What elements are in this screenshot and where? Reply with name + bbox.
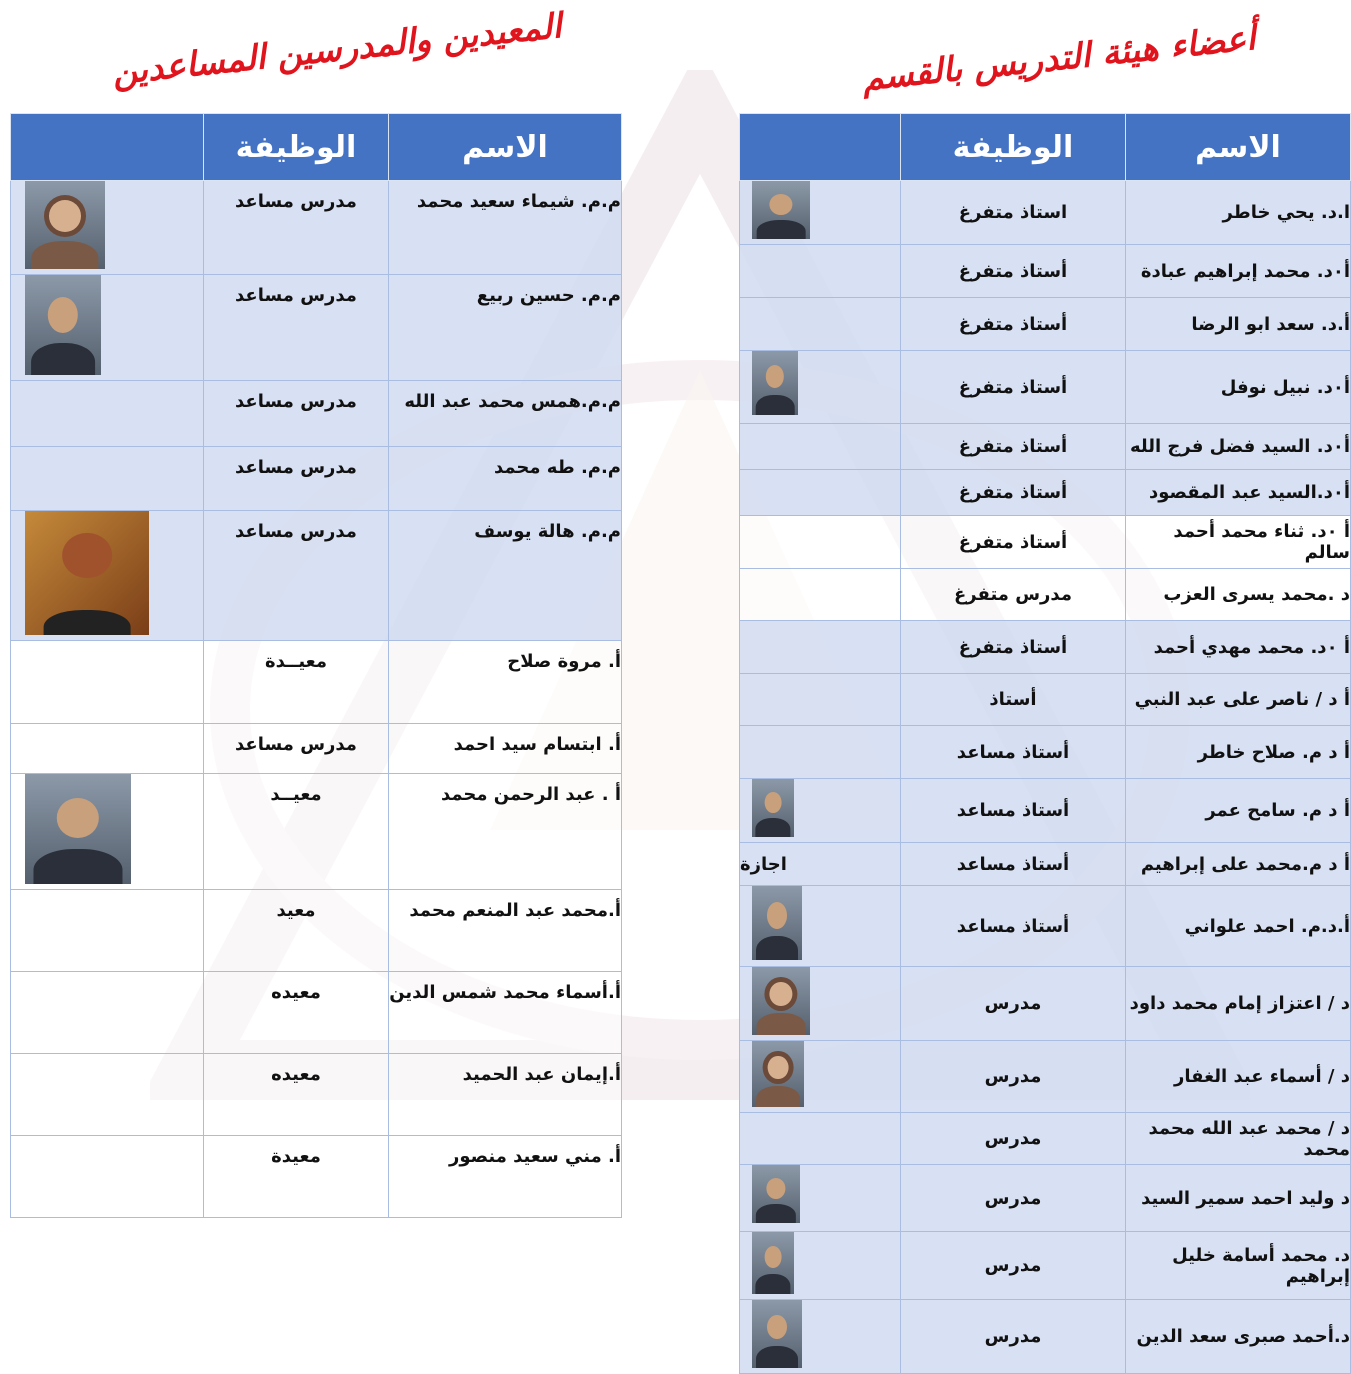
portrait-photo <box>752 1232 794 1294</box>
table-row <box>740 470 1351 516</box>
table-row <box>11 381 622 447</box>
table-row <box>11 181 622 275</box>
staff-photo-cell <box>740 886 901 967</box>
staff-job-title: مدرس <box>901 1232 1126 1300</box>
portrait-photo-female <box>752 1041 804 1107</box>
staff-name: أ. مروة صلاح <box>389 641 622 724</box>
staff-job-title: أستاذ متفرغ <box>901 351 1126 424</box>
table-row <box>11 724 622 774</box>
staff-name: م.م.همس محمد عبد الله <box>389 381 622 447</box>
staff-name: أ ٠د. ثناء محمد أحمد سالم <box>1126 516 1351 569</box>
table-row <box>11 774 622 890</box>
staff-job-title: أستاذ مساعد <box>901 843 1126 886</box>
staff-job-title: أستاذ متفرغ <box>901 298 1126 351</box>
staff-name: أ د / ناصر على عبد النبي <box>1126 674 1351 726</box>
staff-photo-cell <box>740 470 901 516</box>
staff-job-title: معيد <box>204 890 389 972</box>
staff-photo-cell <box>11 641 204 724</box>
staff-job-title: مدرس <box>901 1165 1126 1232</box>
job-column-header: الوظيفة <box>204 114 389 181</box>
staff-job-title: مدرس مساعد <box>204 724 389 774</box>
job-column-header: الوظيفة <box>901 114 1126 181</box>
table-row <box>740 351 1351 424</box>
staff-job-title: مدرس مساعد <box>204 511 389 641</box>
staff-name: أ . عبد الرحمن محمد <box>389 774 622 890</box>
staff-job-title: مدرس <box>901 1113 1126 1165</box>
staff-job-title: أستاذ <box>901 674 1126 726</box>
table-row <box>740 181 1351 245</box>
staff-photo-cell <box>11 381 204 447</box>
staff-job-title: أستاذ متفرغ <box>901 424 1126 470</box>
staff-photo-cell <box>11 181 204 275</box>
staff-name: م.م. شيماء سعيد محمد <box>389 181 622 275</box>
staff-name: أ د م. صلاح خاطر <box>1126 726 1351 779</box>
staff-photo-cell <box>740 674 901 726</box>
table-row <box>740 726 1351 779</box>
staff-photo-cell <box>11 774 204 890</box>
staff-photo-cell <box>11 511 204 641</box>
staff-job-title: مدرس <box>901 1300 1126 1374</box>
staff-photo-cell <box>740 298 901 351</box>
assistants-heading: المعيدين والمدرسين المساعدين <box>110 6 564 94</box>
table-row <box>11 1136 622 1218</box>
staff-job-title: استاذ متفرغ <box>901 181 1126 245</box>
table-row <box>11 275 622 381</box>
portrait-photo <box>752 351 798 415</box>
staff-job-title: معيدة <box>204 1136 389 1218</box>
staff-name: أ.أسماء محمد شمس الدين <box>389 972 622 1054</box>
assistants-table <box>10 113 622 1218</box>
portrait-photo <box>752 886 802 960</box>
table-row <box>740 886 1351 967</box>
table-row <box>11 511 622 641</box>
staff-photo-cell <box>740 351 901 424</box>
table-row <box>740 1232 1351 1300</box>
table-row <box>740 1165 1351 1232</box>
table-row <box>740 1113 1351 1165</box>
photo-column-header <box>11 114 204 181</box>
table-row <box>11 890 622 972</box>
staff-name: م.م. حسين ربيع <box>389 275 622 381</box>
table-row <box>740 674 1351 726</box>
staff-photo-cell <box>740 779 901 843</box>
table-row <box>740 424 1351 470</box>
staff-name: أ ٠د. محمد مهدي أحمد <box>1126 621 1351 674</box>
staff-photo-cell <box>740 245 901 298</box>
staff-photo-cell <box>11 972 204 1054</box>
faculty-heading: أعضاء هيئة التدريس بالقسم <box>860 18 1258 100</box>
staff-name: أ. مني سعيد منصور <box>389 1136 622 1218</box>
staff-photo-cell <box>740 1232 901 1300</box>
staff-photo-cell <box>11 275 204 381</box>
staff-job-title: مدرس مساعد <box>204 447 389 511</box>
faculty-table <box>739 113 1351 1374</box>
table-row <box>740 569 1351 621</box>
name-column-header: الاسم <box>1126 114 1351 181</box>
staff-job-title: معيده <box>204 1054 389 1136</box>
scene-photo <box>25 511 149 635</box>
staff-name: أ.محمد عبد المنعم محمد <box>389 890 622 972</box>
staff-photo-cell <box>740 424 901 470</box>
staff-photo-cell <box>740 1113 901 1165</box>
staff-name: أ.د. سعد ابو الرضا <box>1126 298 1351 351</box>
staff-photo-cell <box>740 1165 901 1232</box>
staff-job-title: معيده <box>204 972 389 1054</box>
staff-job-title: مدرس مساعد <box>204 381 389 447</box>
staff-name: أ٠د. السيد فضل فرج الله <box>1126 424 1351 470</box>
staff-job-title: أستاذ متفرغ <box>901 470 1126 516</box>
portrait-photo <box>25 275 101 375</box>
staff-name: أ د م.محمد على إبراهيم <box>1126 843 1351 886</box>
staff-photo-cell <box>740 967 901 1041</box>
portrait-photo-female <box>25 181 105 269</box>
staff-name: أ.إيمان عبد الحميد <box>389 1054 622 1136</box>
table-row <box>740 1300 1351 1374</box>
staff-job-title: مدرس مساعد <box>204 181 389 275</box>
staff-job-title: أستاذ مساعد <box>901 726 1126 779</box>
staff-job-title: أستاذ مساعد <box>901 886 1126 967</box>
staff-job-title: معيــدة <box>204 641 389 724</box>
staff-name: م.م. هالة يوسف <box>389 511 622 641</box>
table-row <box>740 1041 1351 1113</box>
table-row <box>740 967 1351 1041</box>
table-row <box>11 1054 622 1136</box>
staff-name: د / أسماء عبد الغفار <box>1126 1041 1351 1113</box>
staff-job-title: أستاذ متفرغ <box>901 245 1126 298</box>
staff-photo-cell <box>740 181 901 245</box>
assistants-header-row <box>11 114 622 181</box>
table-row <box>740 843 1351 886</box>
staff-job-title: أستاذ متفرغ <box>901 621 1126 674</box>
staff-photo-cell <box>11 1136 204 1218</box>
portrait-photo <box>752 181 810 239</box>
staff-photo-cell <box>740 1041 901 1113</box>
staff-name: أ٠د. محمد إبراهيم عبادة <box>1126 245 1351 298</box>
faculty-header-row <box>740 114 1351 181</box>
table-row <box>740 298 1351 351</box>
staff-photo-cell <box>740 621 901 674</box>
table-row <box>740 779 1351 843</box>
staff-photo-cell <box>740 726 901 779</box>
table-row <box>11 447 622 511</box>
staff-name: د.أحمد صبرى سعد الدين <box>1126 1300 1351 1374</box>
staff-name: م.م. طه محمد <box>389 447 622 511</box>
portrait-photo-female <box>752 967 810 1035</box>
staff-job-title: معيــد <box>204 774 389 890</box>
portrait-photo <box>752 1165 800 1223</box>
staff-job-title: مدرس <box>901 1041 1126 1113</box>
staff-note: اجازة <box>740 843 901 886</box>
staff-name: أ٠د. نبيل نوفل <box>1126 351 1351 424</box>
staff-photo-cell <box>11 890 204 972</box>
name-column-header: الاسم <box>389 114 622 181</box>
staff-name: ا.د. يحي خاطر <box>1126 181 1351 245</box>
portrait-photo <box>25 774 131 884</box>
table-row <box>740 621 1351 674</box>
staff-name: أ د م. سامح عمر <box>1126 779 1351 843</box>
staff-name: د وليد احمد سمير السيد <box>1126 1165 1351 1232</box>
staff-name: أ. ابتسام سيد احمد <box>389 724 622 774</box>
staff-name: د / اعتزاز إمام محمد داود <box>1126 967 1351 1041</box>
table-row <box>740 516 1351 569</box>
staff-job-title: أستاذ مساعد <box>901 779 1126 843</box>
staff-job-title: مدرس <box>901 967 1126 1041</box>
staff-photo-cell <box>740 569 901 621</box>
staff-photo-cell <box>740 1300 901 1374</box>
table-row <box>11 972 622 1054</box>
table-row <box>740 245 1351 298</box>
staff-name: د / محمد عبد الله محمد محمد <box>1126 1113 1351 1165</box>
staff-photo-cell <box>11 447 204 511</box>
staff-job-title: مدرس مساعد <box>204 275 389 381</box>
staff-photo-cell <box>11 1054 204 1136</box>
staff-name: د. محمد أسامة خليل إبراهيم <box>1126 1232 1351 1300</box>
staff-name: أ٠د.السيد عبد المقصود <box>1126 470 1351 516</box>
staff-job-title: أستاذ متفرغ <box>901 516 1126 569</box>
staff-photo-cell <box>11 724 204 774</box>
portrait-photo <box>752 779 794 837</box>
photo-column-header <box>740 114 901 181</box>
staff-job-title: مدرس متفرغ <box>901 569 1126 621</box>
table-row <box>11 641 622 724</box>
staff-name: أ.د.م. احمد علواني <box>1126 886 1351 967</box>
staff-name: د .محمد يسرى العزب <box>1126 569 1351 621</box>
portrait-photo <box>752 1300 802 1368</box>
staff-photo-cell <box>740 516 901 569</box>
